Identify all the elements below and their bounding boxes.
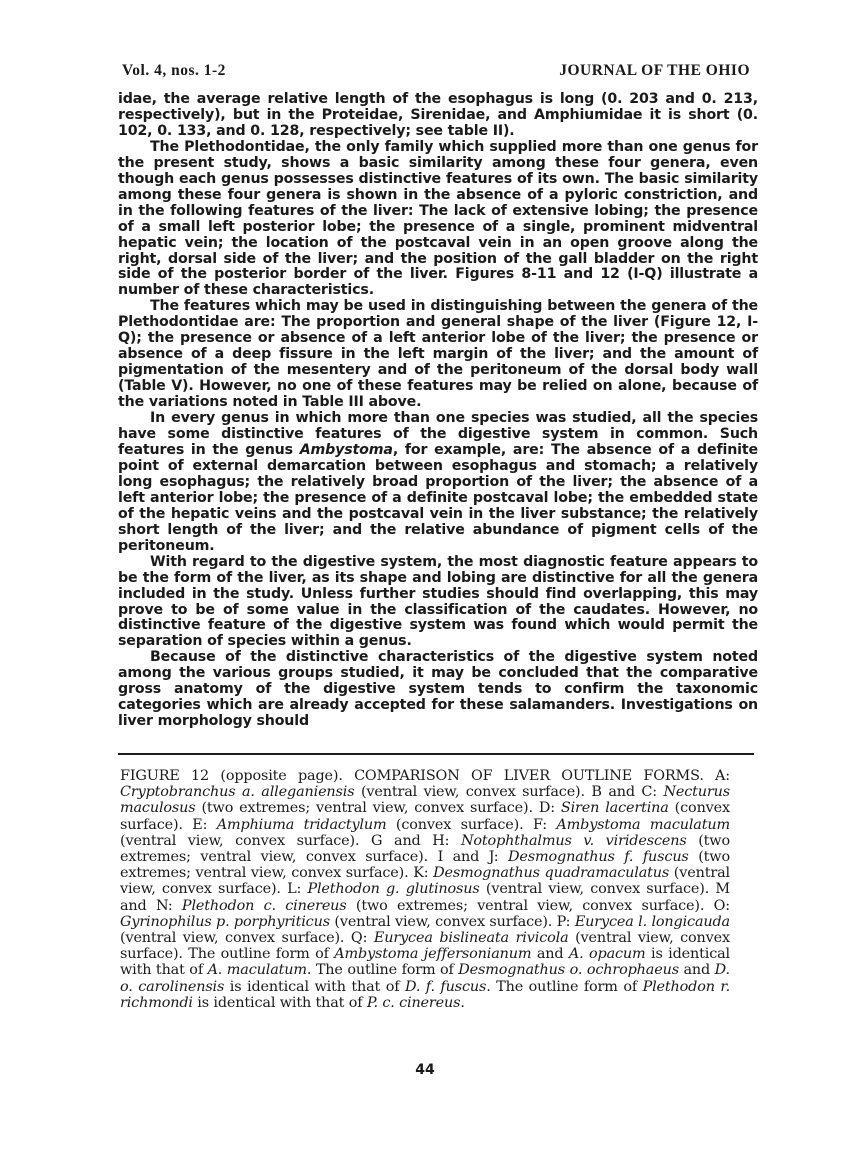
caption-text: is identical with that of — [224, 978, 405, 995]
species-name: Gyrinophilus p. porphyriticus — [120, 913, 330, 930]
journal-title: JOURNAL OF THE OHIO — [559, 62, 750, 79]
caption-text: (ventral view, convex surface). L: — [120, 865, 730, 898]
figure-caption-text — [120, 768, 730, 1011]
paragraph-6: Because of the distinctive characteristics of the digestive system noted among the various groups studied, it may be concluded that the comparative gross anatomy of the digestive system tends to confirm the taxonomic categories which are already accepted for these salamanders. Investigations on liver morphology should — [118, 649, 758, 730]
caption-text: . The outline form of — [306, 962, 459, 979]
body-text — [118, 92, 758, 730]
caption-text: FIGURE 12 (opposite page). COMPARISON OF LIVER OUTLINE FORMS. A: — [120, 768, 730, 784]
species-name: Eurycea bislineata rivicola — [373, 930, 569, 947]
species-name: P. c. cinereus — [366, 994, 461, 1011]
species-name: D. f. fuscus — [404, 978, 487, 995]
caption-text: (two extremes; ventral view, convex surface). I and J: — [120, 832, 730, 866]
species-name: Notophthalmus v. viridescens — [460, 832, 687, 849]
species-name: Plethodon c. cinereus — [181, 897, 347, 914]
species-name: Desmognathus quadramaculatus — [433, 865, 670, 882]
genus-name: Ambystoma — [299, 441, 393, 458]
species-name: Necturus maculosus — [120, 784, 730, 817]
paragraph-5: With regard to the digestive system, the most diagnostic feature appears to be the form of the liver, as its shape and lobing are distinctive for all the genera included in the study. Unless further studies should find overlapping, this may prove to be of some value in the classification of the caudates. However, no distinctive feature of the digestive system was found which would permit the separation of species within a genus. — [118, 553, 758, 650]
species-name: Desmognathus f. fuscus — [508, 849, 689, 866]
caption-text: (ventral view, convex surface). P: — [329, 913, 575, 930]
caption-text: is identical with that of — [120, 946, 730, 979]
species-name: Plethodon g. glutinosus — [307, 881, 480, 898]
paragraph-4-text-b: , for example, are: The absence of a definite point of external demarcation between esophagus and stomach; a relatively long esophagus; the relatively broad proportion of the liver; the absence of a left anterior lobe; the presence of a definite postcaval lobe; the embedded state of the hepatic veins and the postcaval vein in the liver substance; the relatively short length of the liver; and the relative abundance of pigment cells of the peritoneum. — [118, 441, 758, 554]
species-name: Cryptobranchus a. alleganiensis — [120, 784, 355, 801]
paragraph-4 — [118, 411, 758, 555]
species-name: Siren lacertina — [560, 800, 669, 817]
caption-text: . — [460, 994, 465, 1011]
caption-text: (convex surface). E: — [120, 800, 730, 833]
paragraph-2: The Plethodontidae, the only family which supplied more than one genus for the present study, shows a basic similarity among these four genera, even though each genus possesses distinctive features of its own. The basic similarity among these four genera is shown in the absence of a pyloric constriction, and in the following features of the liver: The lack of extensive lobing; the presence of a small left posterior lobe; the presence of a single, prominent midventral hepatic vein; the location of the postcaval vein in an open groove along the right, dorsal side of the liver; and the position of the gall bladder on the right side of the posterior border of the liver. Figures 8-11 and 12 (I-Q) illustrate a number of these characteristics. — [118, 138, 758, 299]
caption-text: (ventral view, convex surface). The outline form of — [120, 930, 730, 963]
species-name: A. maculatum — [207, 962, 307, 979]
caption-text: (ventral view, convex surface). B and C: — [354, 784, 664, 801]
caption-text: . The outline form of — [486, 978, 643, 995]
caption-text: is identical with that of — [192, 994, 367, 1011]
caption-text: and — [531, 946, 569, 963]
running-header — [122, 62, 750, 84]
paragraph-1: idae, the average relative length of the esophagus is long (0. 203 and 0. 213, respectively), but in the Proteidae, Sirenidae, and Amphiumidae it is short (0. 102, 0. 133, and 0. 128, respectively; see table II). — [118, 91, 758, 139]
caption-text: (two extremes; ventral view, convex surface). O: — [346, 897, 730, 914]
species-name: Ambystoma jeffersonianum — [334, 946, 532, 963]
section-divider — [118, 753, 754, 755]
volume-label: Vol. 4, nos. 1-2 — [122, 62, 226, 79]
caption-text: (two extremes; ventral view, convex surface). K: — [120, 849, 730, 882]
species-name: Eurycea l. longicauda — [574, 913, 730, 930]
species-name: Plethodon r. richmondi — [120, 978, 730, 1011]
page-number: 44 — [415, 1062, 435, 1078]
caption-text: (convex surface). F: — [386, 816, 557, 833]
caption-text: (two extremes; ventral view, convex surface). D: — [195, 800, 561, 817]
figure-caption — [120, 768, 730, 1011]
caption-text: (ventral view, convex surface). G and H: — [120, 832, 461, 849]
species-name: Amphiuma tridactylum — [216, 816, 387, 833]
species-name: D. o. carolinensis — [120, 962, 730, 995]
species-name: Ambystoma maculatum — [556, 816, 730, 833]
paragraph-3: The features which may be used in distinguishing between the genera of the Plethodontidae are: The proportion and general shape of the liver (Figure 12, I-Q); the presence or absence of a left anterior lobe of the liver; the presence or absence of a deep fissure in the left margin of the liver; and the amount of pigmentation of the mesentery and of the peritoneum of the dorsal body wall (Table V). However, no one of these features may be relied on alone, because of the variations noted in Table III above. — [118, 298, 758, 411]
caption-text: and — [678, 962, 715, 979]
caption-text: (ventral view, convex surface). M and N: — [120, 881, 730, 914]
species-name: Desmognathus o. ochrophaeus — [458, 962, 679, 979]
caption-text: (ventral view, convex surface). Q: — [120, 930, 374, 947]
species-name: A. opacum — [568, 946, 646, 963]
paragraph-4-text-a: In every genus in which more than one species was studied, all the species have some distinctive features of the digestive system in common. Such features in the genus — [118, 410, 758, 458]
